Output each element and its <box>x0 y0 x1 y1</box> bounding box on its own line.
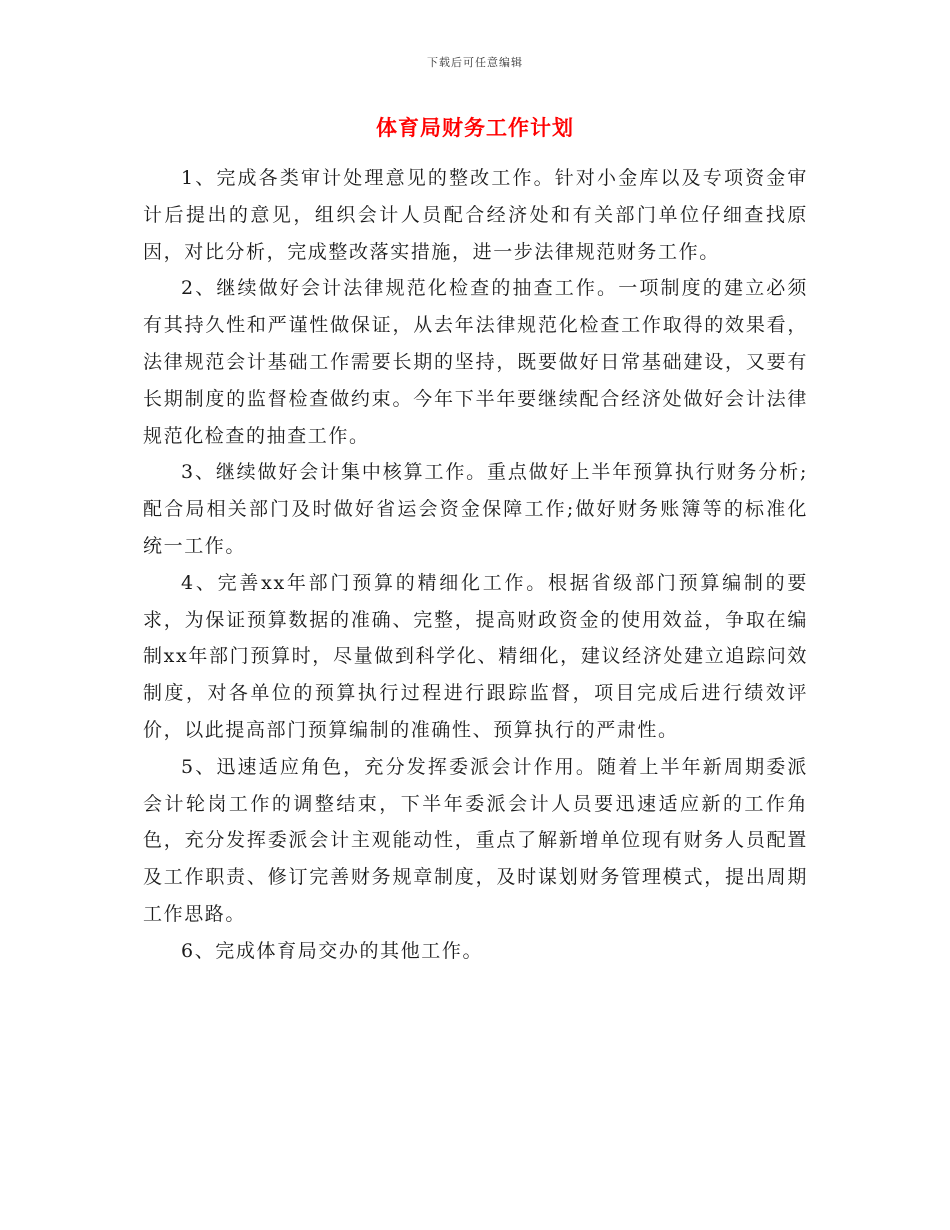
paragraph-3: 3、继续做好会计集中核算工作。重点做好上半年预算执行财务分析;配合局相关部门及时做好省运会资金保障工作;做好财务账簿等的标准化统一工作。 <box>143 461 808 557</box>
paragraph-4: 4、完善xx年部门预算的精细化工作。根据省级部门预算编制的要求，为保证预算数据的准确、完整，提高财政资金的使用效益，争取在编制xx年部门预算时，尽量做到科学化、精细化，建议经济处建立追踪问效制度，对各单位的预算执行过程进行跟踪监督，项目完成后进行绩效评价，以此提高部门预算编制的准确性、预算执行的严肃性。 <box>143 571 808 741</box>
paragraph-6: 6、完成体育局交办的其他工作。 <box>181 939 484 962</box>
paragraph-5: 5、迅速适应角色，充分发挥委派会计作用。随着上半年新周期委派会计轮岗工作的调整结束，下半年委派会计人员要迅速适应新的工作角色，充分发挥委派会计主观能动性，重点了解新增单位现有财务人员配置及工作职责、修订完善财务规章制度，及时谋划财务管理模式，提出周期工作思路。 <box>143 755 808 925</box>
paragraph-1: 1、完成各类审计处理意见的整改工作。针对小金库以及专项资金审计后提出的意见，组织会计人员配合经济处和有关部门单位仔细查找原因，对比分析，完成整改落实措施，进一步法律规范财务工作。 <box>143 167 808 263</box>
document-body <box>143 160 808 970</box>
paragraph-2: 2、继续做好会计法律规范化检查的抽查工作。一项制度的建立必须有其持久性和严谨性做保证，从去年法律规范化检查工作取得的效果看，法律规范会计基础工作需要长期的坚持，既要做好日常基础建设，又要有长期制度的监督检查做约束。今年下半年要继续配合经济处做好会计法律规范化检查的抽查工作。 <box>143 277 808 447</box>
header-note: 下载后可任意编辑 <box>427 56 523 69</box>
document-title: 体育局财务工作计划 <box>376 115 574 140</box>
